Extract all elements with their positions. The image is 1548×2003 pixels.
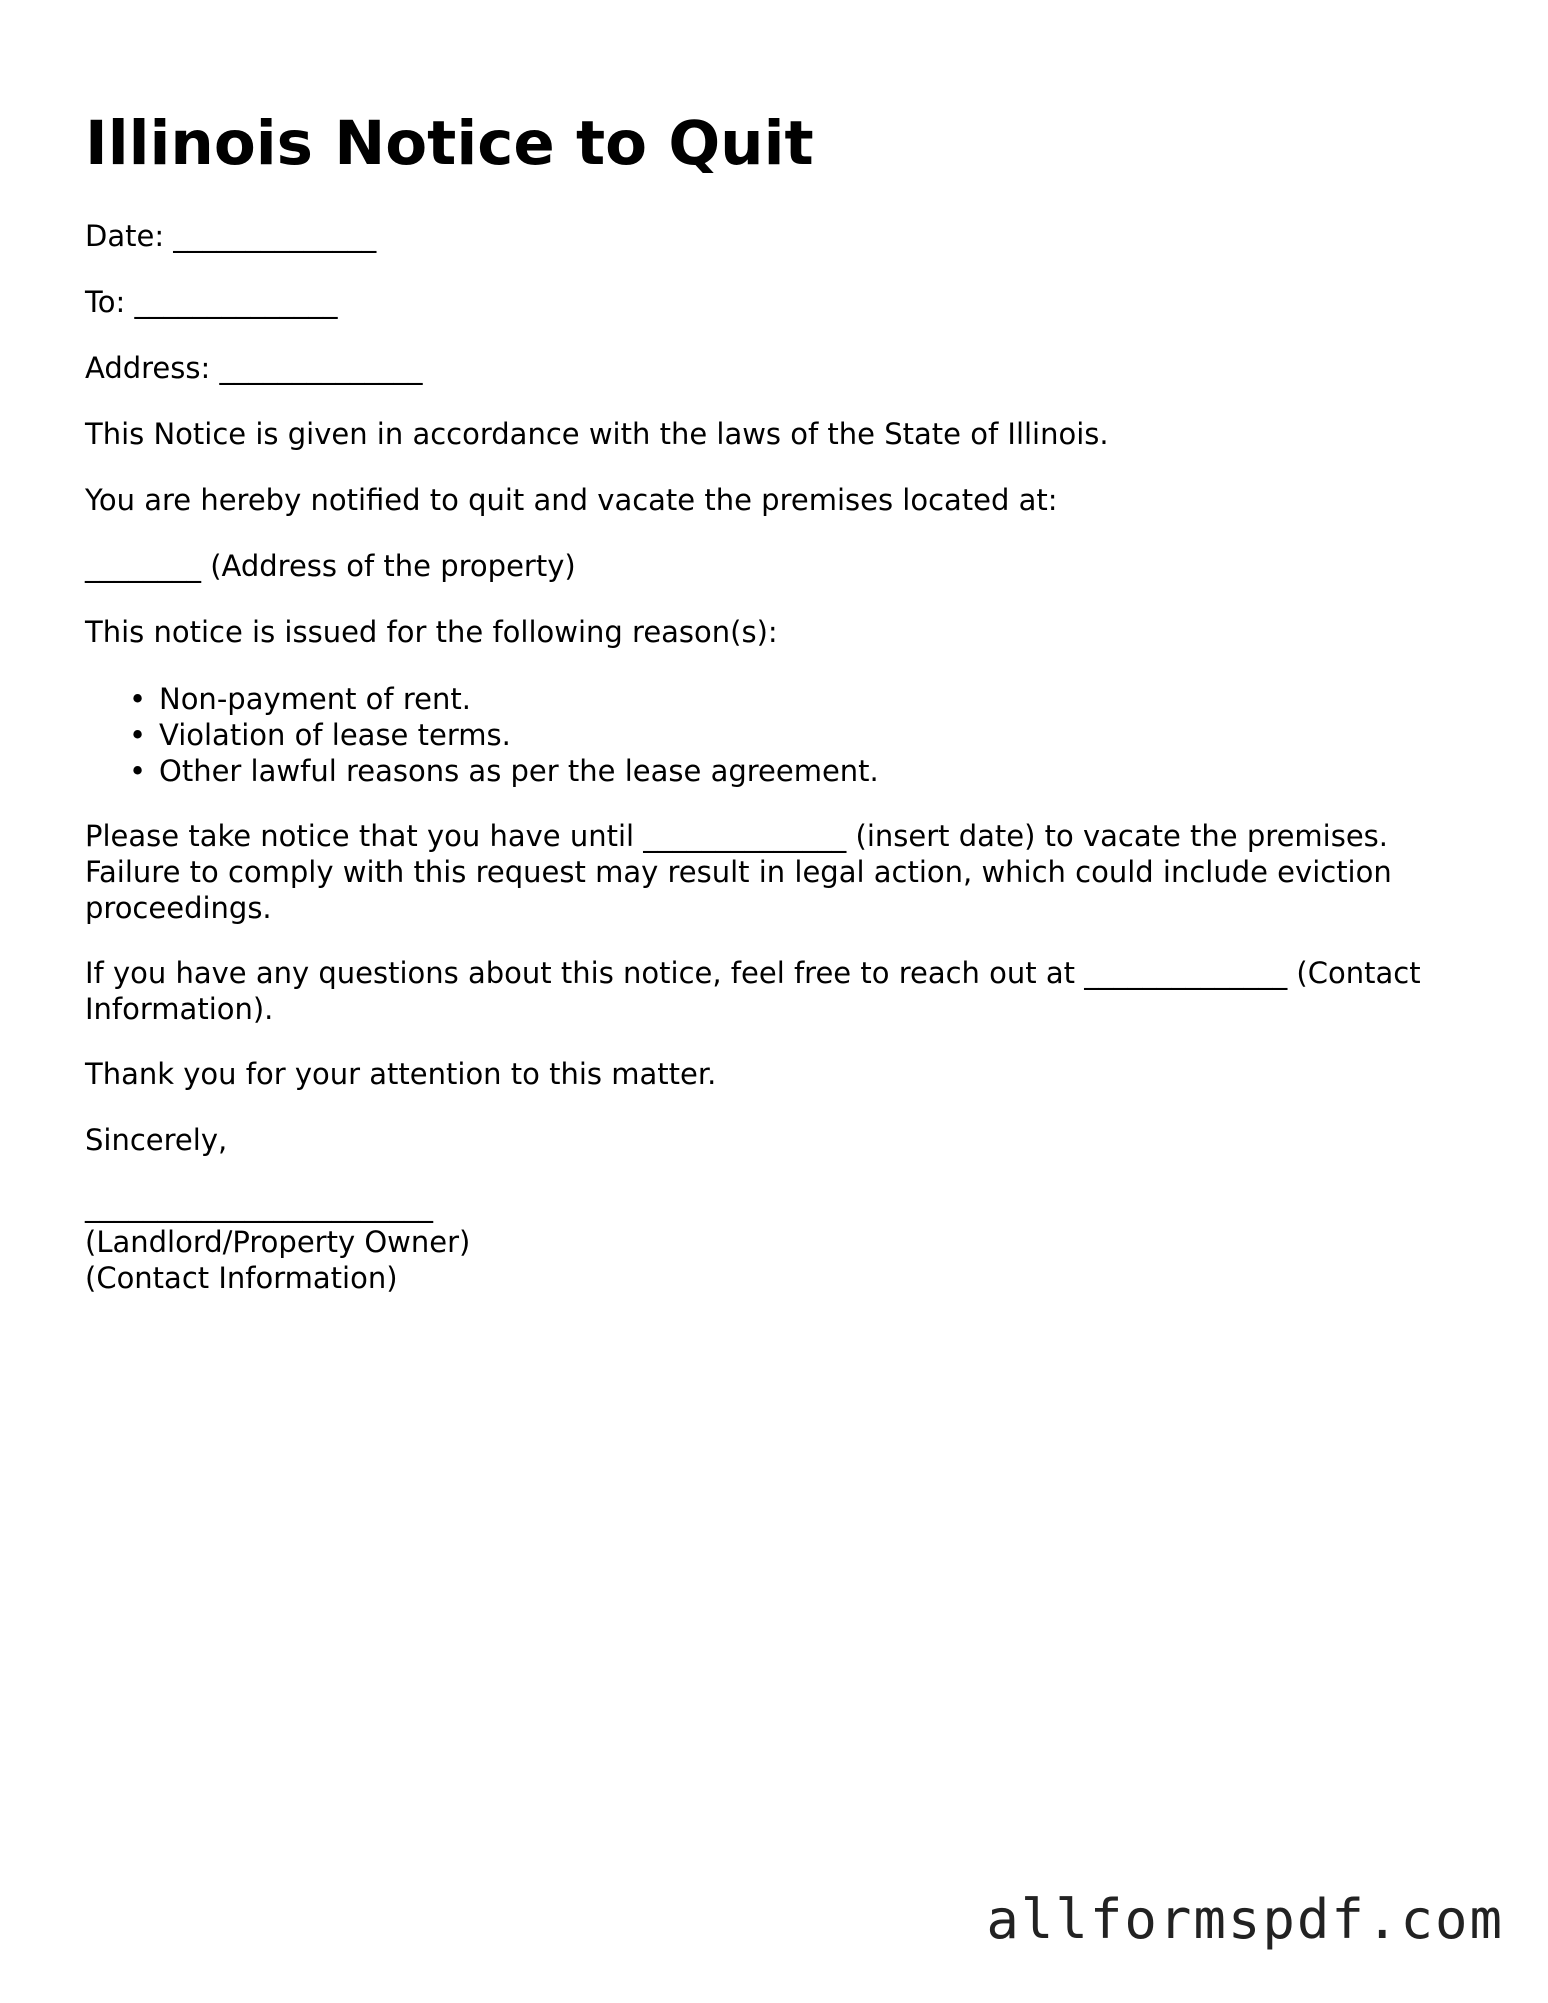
bullet-icon: •: [129, 682, 147, 716]
deadline-paragraph: Please take notice that you have until ______________ (insert date) to vacate the premises. Failure to comply with this request may result in legal action, which could include eviction proceedings.: [85, 819, 1392, 925]
reasons-list: [85, 681, 879, 789]
reasons-intro: This notice is issued for the following reason(s):: [85, 615, 778, 649]
reason-text: Violation of lease terms.: [159, 718, 511, 752]
questions-paragraph: If you have any questions about this notice, feel free to reach out at ______________ (Contact Information).: [85, 956, 1421, 1026]
list-item: [129, 681, 879, 717]
signer-label: (Landlord/Property Owner): [85, 1225, 471, 1259]
reason-text: Non-payment of rent.: [159, 682, 471, 716]
property-address-line: ________ (Address of the property): [85, 549, 576, 583]
signature-block: [85, 1188, 1465, 1296]
address-field-line: Address: ______________: [85, 351, 423, 385]
to-field-line: To: ______________: [85, 285, 338, 319]
notified-paragraph: You are hereby notified to quit and vacate the premises located at:: [85, 483, 1058, 517]
closing-line: Sincerely,: [85, 1123, 228, 1157]
document-title: Illinois Notice to Quit: [85, 108, 814, 179]
watermark: allformspdf.com: [986, 1888, 1504, 1951]
intro-paragraph: This Notice is given in accordance with the laws of the State of Illinois.: [85, 417, 1109, 451]
signature-line: ________________________: [85, 1189, 433, 1223]
thanks-paragraph: Thank you for your attention to this matter.: [85, 1057, 717, 1091]
signer-contact-label: (Contact Information): [85, 1261, 398, 1295]
bullet-icon: •: [129, 718, 147, 752]
bullet-icon: •: [129, 754, 147, 788]
date-field-line: Date: ______________: [85, 219, 377, 253]
list-item: [129, 717, 879, 753]
list-item: [129, 753, 879, 789]
reason-text: Other lawful reasons as per the lease agreement.: [159, 754, 879, 788]
